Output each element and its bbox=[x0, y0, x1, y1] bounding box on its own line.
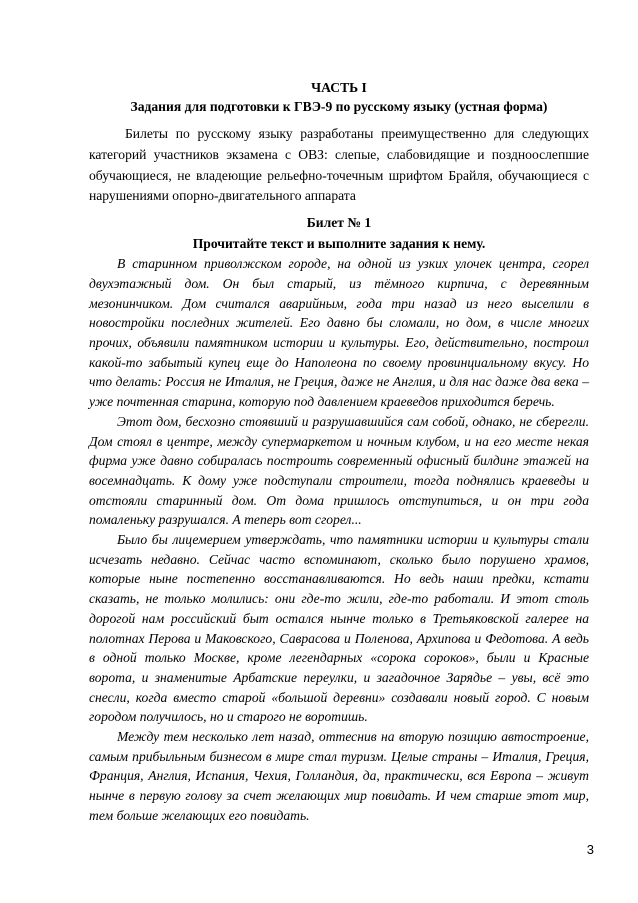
section-title: Задания для подготовки к ГВЭ-9 по русскому языку (устная форма) bbox=[130, 99, 548, 114]
text-paragraph-4: Между тем несколько лет назад, оттеснив на вторую позицию автостроение, самым прибыльным бизнесом в мире стал туризм. Целые страны – Италия, Греция, Франция, Англия, Испания, Чехия, Голландия, да, практически, вся Европа – живут нынче в первую голову за счет желающих мир повидать. И чем старше этот мир, тем больше желающих его повидать. bbox=[89, 729, 589, 823]
part-title: ЧАСТЬ I bbox=[311, 80, 367, 95]
intro-paragraph: Билеты по русскому языку разработаны преимущественно для следующих категорий участников экзамена с ОВЗ: слепые, слабовидящие и поздноослепшие обучающиеся, не владеющие рельефно-точечным шрифтом Брайля, обучающиеся с нарушениями опорно-двигательного аппарата bbox=[89, 126, 589, 204]
text-paragraph-3: Было бы лицемерием утверждать, что памятники истории и культуры стали исчезать недавно. Сейчас часто вспоминают, сколько было порушено храмов, которые ныне постепенно восстанавливаются. Но ведь наши предки, кстати сказать, не только молились: они где-то жили, где-то работали. И этот столь дорогой нам российский быт остался нынче только в Третьяковской галерее на полотнах Перова и Маковского, Саврасова и Поленова, Архипова и Федотова. А ведь в одной только Москве, кроме легендарных «сорока сороков», были и Красные ворота, и знаменитые Арбатские переулки, и загадочное Зарядье – увы, всё это снесли, когда вместо старой «большой деревни» создавали новый город. С новым городом получилось, но и старого не воротишь. bbox=[89, 532, 589, 725]
task-instruction: Прочитайте текст и выполните задания к нему. bbox=[192, 236, 486, 252]
text-paragraph-2: Этот дом, бесхозно стоявший и разрушавшийся сам собой, однако, не сберегли. Дом стоял в центре, между супермаркетом и ночным клубом, и на его месте некая фирма уже давно собиралась построить современный офисный билдинг этажей на восемнадцать. К дому уже подступали строители, тогда поднялись краеведы и отстояли старинный дом. От дома пришлось отступиться, и он три года помаленьку разрушался. А теперь вот сгорел... bbox=[89, 413, 589, 528]
page-number: 3 bbox=[586, 842, 594, 857]
page-content bbox=[89, 78, 589, 826]
text-paragraph-1: В старинном приволжском городе, на одной из узких улочек центра, сгорел двухэтажный дом. Он был старый, из тёмного кирпича, с деревянным мезонинчиком. Дом считался аварийным, года три назад из него выселили в новостройки последних жителей. Его давно бы сломали, но дом, в числе многих прочих, объявили памятником истории и культуры. Его, действительно, построил какой-то забытый купец еще до Наполеона по своему провинциальному вкусу. Но что делать: Россия не Италия, не Греция, даже не Англия, и для нас даже два века – уже почтенная старина, которую под давлением краеведов приходится беречь. bbox=[89, 256, 589, 410]
ticket-title: Билет № 1 bbox=[306, 215, 372, 231]
